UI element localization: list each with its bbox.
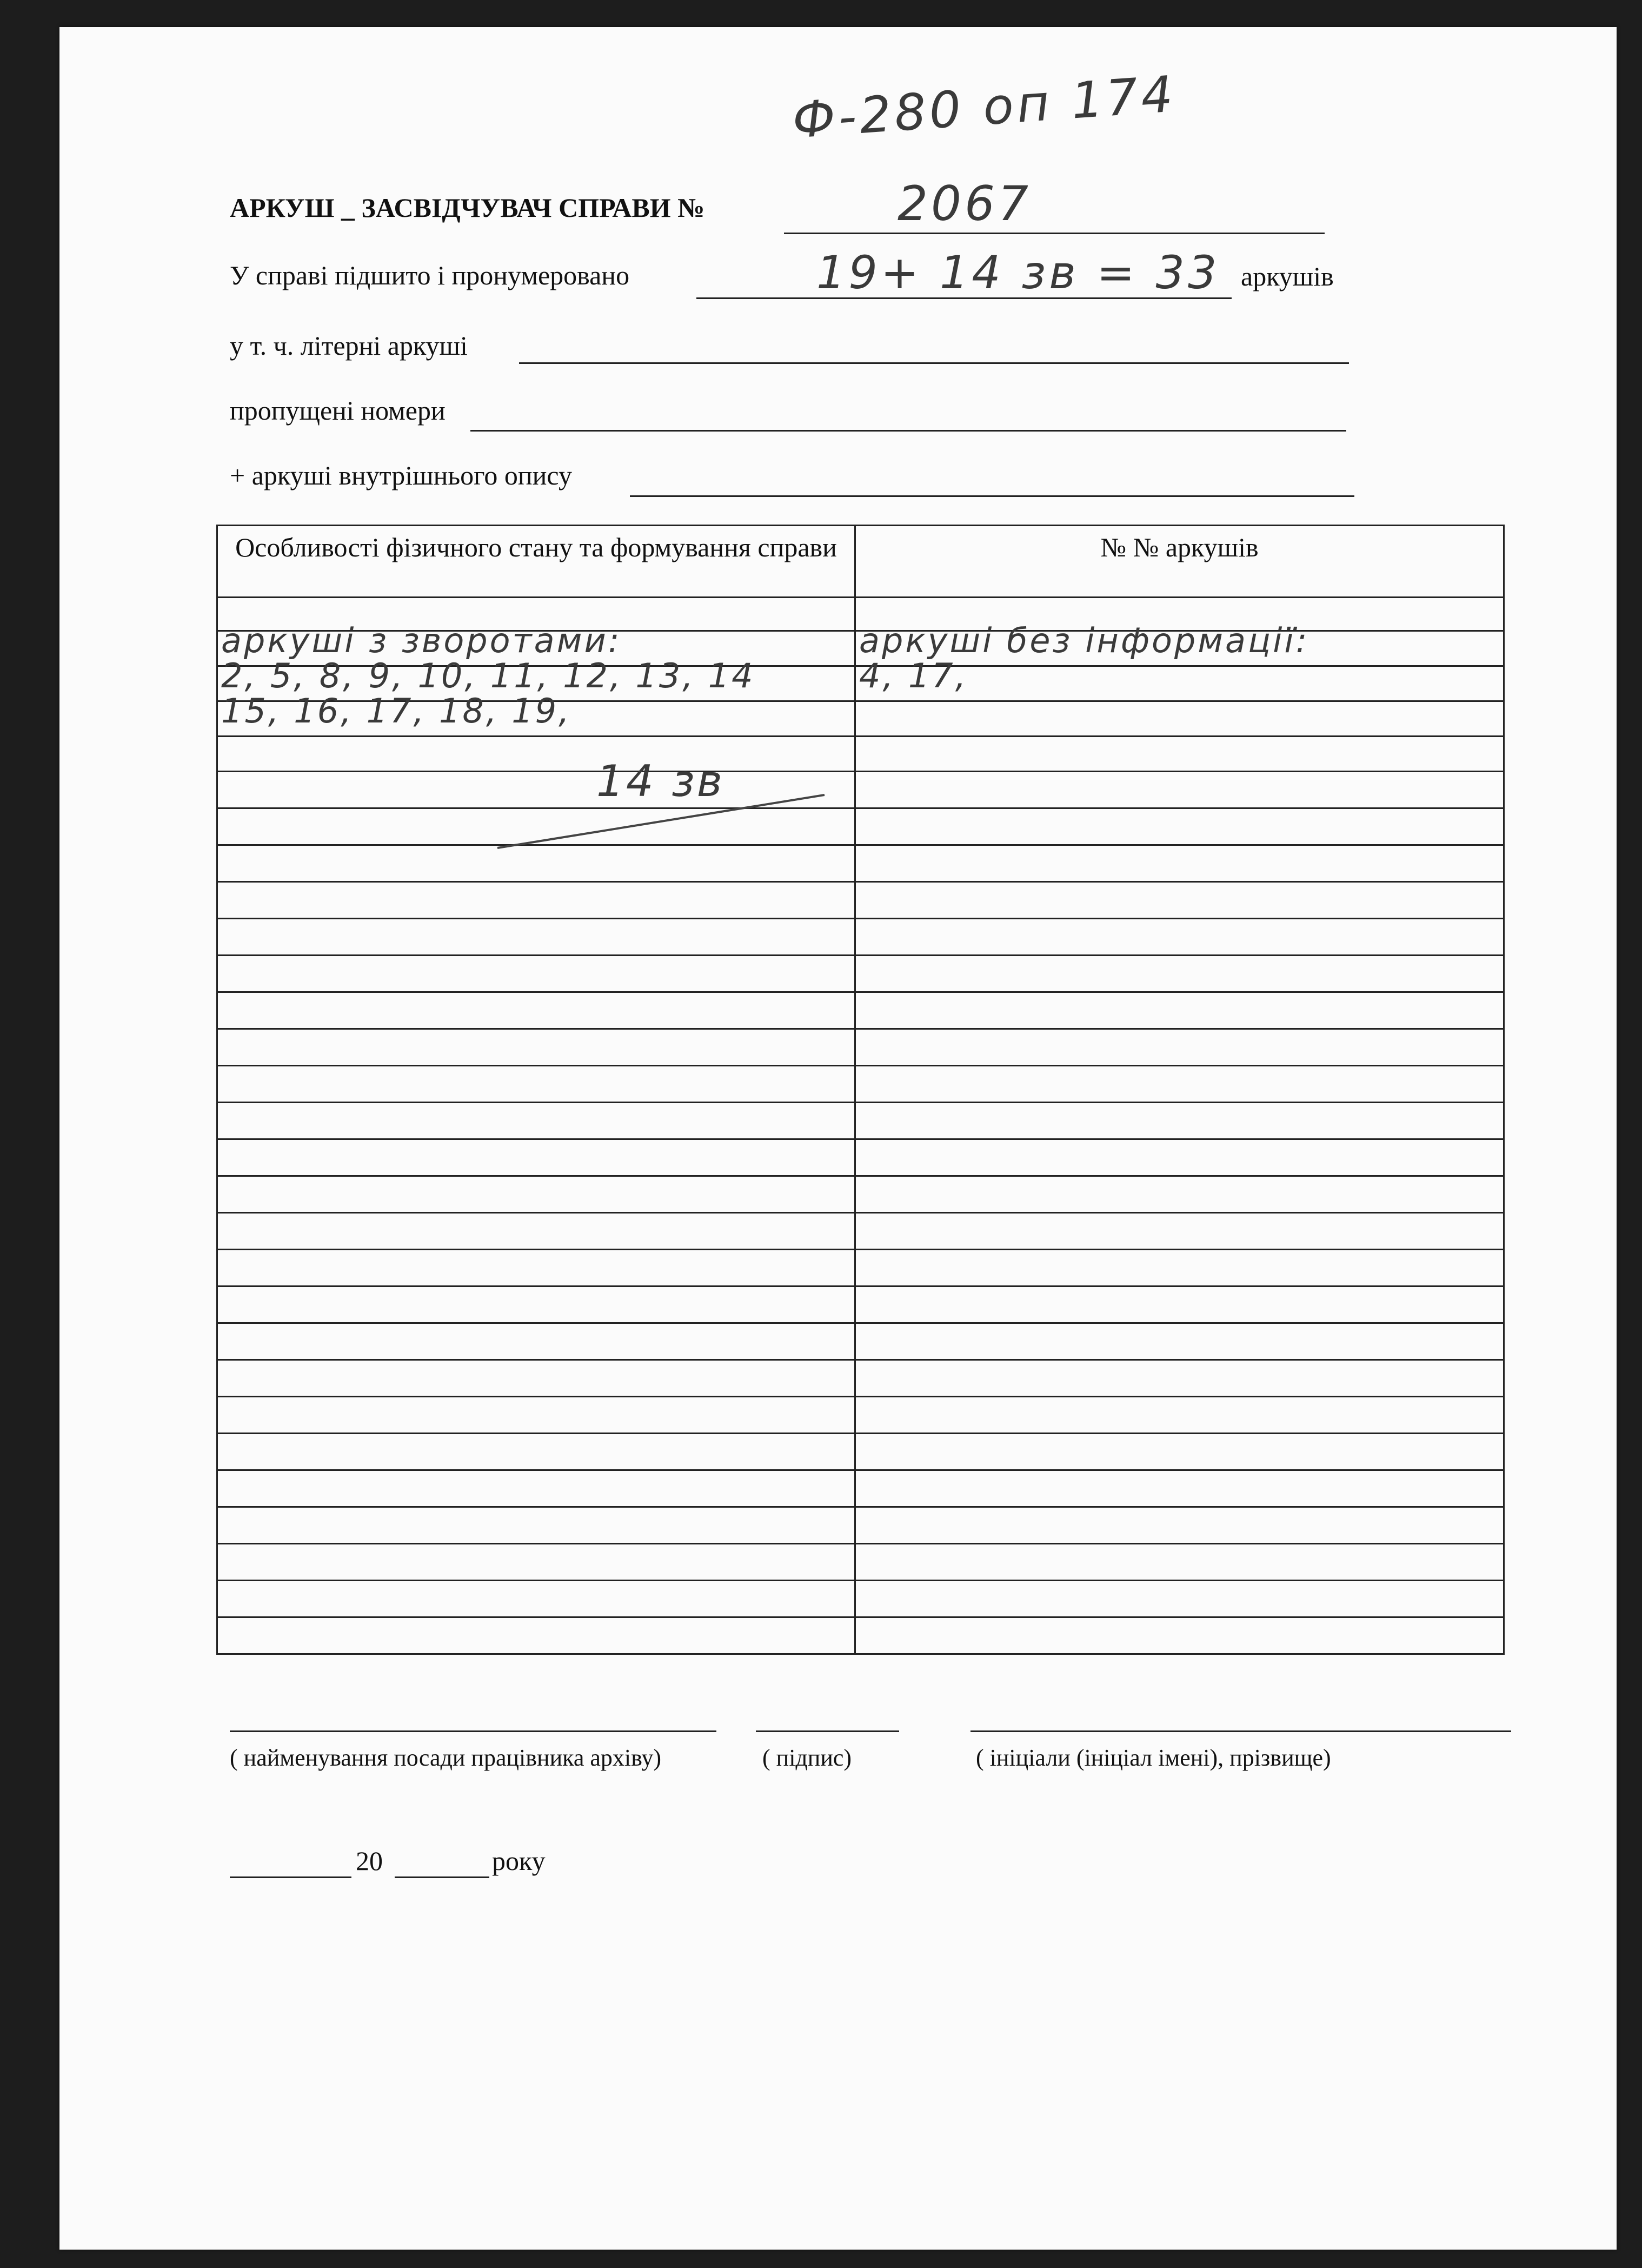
column-header-sheet-numbers: № № аркушів <box>855 526 1504 598</box>
table-cell <box>217 1323 855 1360</box>
table-cell <box>855 1176 1504 1213</box>
table-cell <box>855 737 1504 772</box>
date-line <box>230 1876 351 1878</box>
table-cell <box>855 1544 1504 1581</box>
handwritten-entry: 2, 5, 8, 9, 10, 11, 12, 13, 14 <box>221 656 755 695</box>
table-cell <box>217 1286 855 1323</box>
year-line <box>395 1876 489 1878</box>
handwritten-stroke-line <box>492 784 843 854</box>
column-header-condition: Особливості фізичного стану та формування справи <box>217 526 855 598</box>
handwritten-sheet-count: 19+ 14 зв = 33 <box>816 246 1220 299</box>
table-cell <box>217 1581 855 1617</box>
handwritten-entry: аркуші без інформації: <box>859 621 1309 660</box>
caption-position: ( найменування посади працівника архіву) <box>230 1745 662 1771</box>
table-cell <box>217 919 855 956</box>
table-cell <box>855 992 1504 1029</box>
table-cell <box>855 1581 1504 1617</box>
handwritten-entry: 4, 17, <box>859 656 968 695</box>
name-line <box>970 1730 1511 1732</box>
position-line <box>230 1730 716 1732</box>
year-prefix: 20 <box>356 1846 383 1876</box>
handwritten-entry: 15, 16, 17, 18, 19, <box>221 691 571 731</box>
table-cell <box>855 956 1504 992</box>
inner-inventory-line <box>630 495 1354 497</box>
table-cell <box>855 1617 1504 1654</box>
document-sheet <box>59 27 1617 2250</box>
table-cell <box>855 656 1504 701</box>
table-cell <box>855 1470 1504 1507</box>
table-cell <box>855 1434 1504 1470</box>
handwritten-total-reverse: 14 зв <box>596 756 724 806</box>
numbered-sheets-label: У справі підшито і пронумеровано <box>230 260 630 290</box>
table-cell <box>855 1397 1504 1434</box>
caption-name: ( ініціали (ініціал імені), прізвище) <box>976 1745 1331 1771</box>
caption-signature: ( підпис) <box>762 1745 852 1771</box>
table-cell <box>855 772 1504 808</box>
page-title: АРКУШ _ ЗАСВІДЧУВАЧ СПРАВИ № <box>230 193 705 223</box>
table-cell <box>217 1250 855 1286</box>
table-cell <box>217 1434 855 1470</box>
table-cell <box>217 1176 855 1213</box>
table-cell <box>855 1323 1504 1360</box>
handwritten-entry: аркуші з зворотами: <box>221 621 622 660</box>
table-cell <box>855 919 1504 956</box>
table-cell <box>217 691 855 737</box>
letter-sheets-line <box>519 362 1349 364</box>
table-cell <box>217 1103 855 1139</box>
table-cell <box>855 1250 1504 1286</box>
table-cell <box>217 1507 855 1544</box>
table-cell <box>217 1029 855 1066</box>
table-cell <box>217 1139 855 1176</box>
table-cell <box>855 845 1504 882</box>
table-cell <box>217 1397 855 1434</box>
inner-inventory-label: + аркуші внутрішнього опису <box>230 460 572 490</box>
table-cell <box>855 1066 1504 1103</box>
table-cell <box>855 701 1504 737</box>
table-cell <box>217 1213 855 1250</box>
numbered-sheets-suffix: аркушів <box>1241 261 1334 291</box>
table-cell <box>855 1286 1504 1323</box>
table-cell <box>217 882 855 919</box>
table-cell <box>217 956 855 992</box>
signature-line <box>756 1730 899 1732</box>
handwritten-case-number: 2067 <box>898 176 1032 231</box>
table-cell <box>217 1544 855 1581</box>
condition-table <box>216 525 1505 1655</box>
table-cell <box>855 1213 1504 1250</box>
missing-numbers-label: пропущені номери <box>230 395 446 426</box>
table-cell <box>855 1507 1504 1544</box>
table-cell <box>855 882 1504 919</box>
table-cell <box>217 737 855 772</box>
case-number-line <box>784 233 1325 234</box>
table-cell <box>217 992 855 1029</box>
year-suffix: року <box>492 1846 546 1876</box>
letter-sheets-label: у т. ч. літерні аркуші <box>230 330 468 361</box>
table-cell <box>855 1029 1504 1066</box>
table-cell <box>217 1617 855 1654</box>
table-cell <box>217 1470 855 1507</box>
table-cell <box>855 1103 1504 1139</box>
table-cell <box>855 808 1504 845</box>
table-cell <box>217 1066 855 1103</box>
missing-numbers-line <box>470 430 1346 432</box>
table-cell <box>855 1360 1504 1397</box>
handwritten-fond-reference: Ф-280 оп 174 <box>790 65 1178 150</box>
table-cell <box>855 1139 1504 1176</box>
table-cell <box>217 1360 855 1397</box>
